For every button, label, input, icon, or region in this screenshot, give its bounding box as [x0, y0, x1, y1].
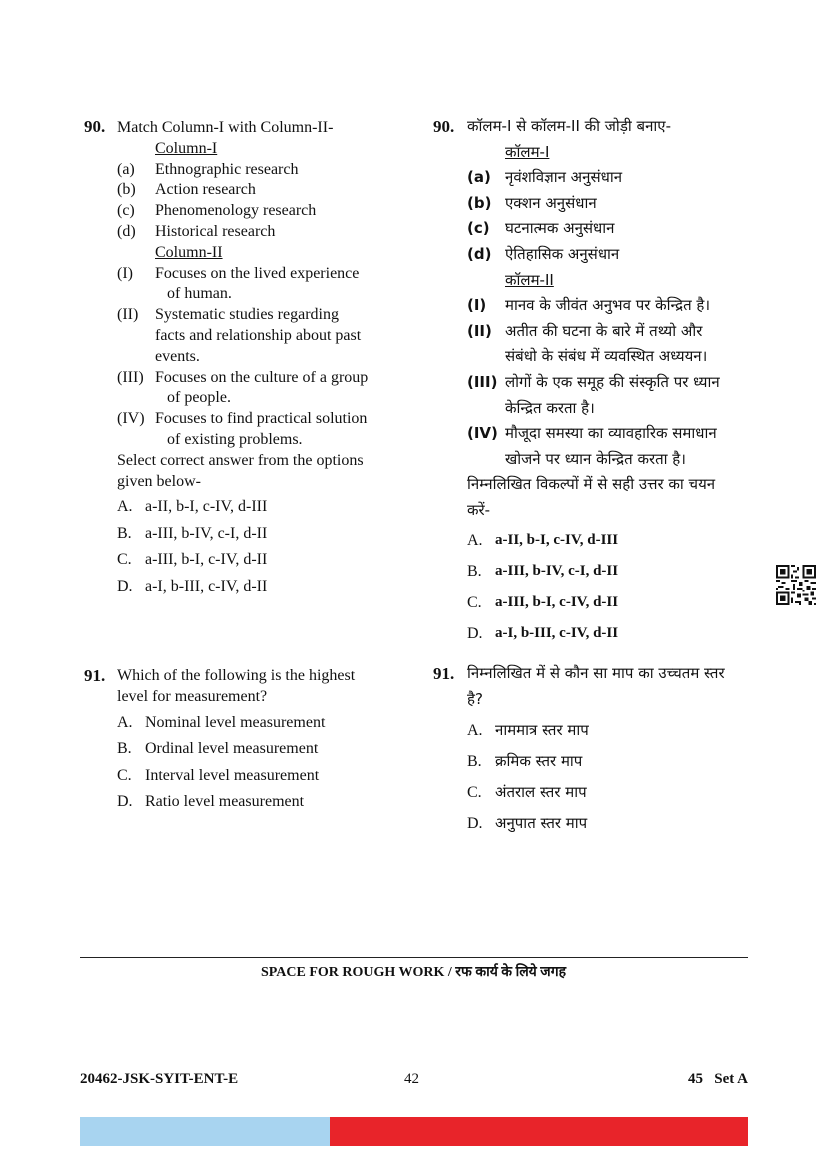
- q90-en-col1-item: [117, 201, 407, 222]
- option-text: a-III, b-I, c-IV, d-II: [495, 593, 619, 610]
- option-text: a-I, b-III, c-IV, d-II: [145, 577, 268, 595]
- rough-work-label: SPACE FOR ROUGH WORK / रफ कार्य के लिये जगह: [260, 965, 567, 980]
- q90-hi-col1-item: [467, 191, 757, 217]
- option-label: C.: [117, 766, 132, 784]
- q90-hi-prompt: कॉलम-I से कॉलम-II की जोड़ी बनाए-: [467, 117, 671, 135]
- q90-hi-col2-item: [467, 421, 757, 472]
- option-text: Interval level measurement: [145, 766, 320, 784]
- q90-en-col1-heading: Column-I: [155, 139, 218, 157]
- q90-hi-col1-item: [467, 165, 757, 191]
- option-text: अंतराल स्तर माप: [495, 783, 587, 802]
- q91-en-option: [117, 792, 407, 819]
- q90-hi-col2-item: [467, 319, 757, 370]
- item-label: (a): [117, 160, 135, 178]
- footer-code: 20462-JSK-SYIT-ENT-E: [80, 1071, 239, 1087]
- option-text: a-III, b-I, c-IV, d-II: [145, 551, 268, 569]
- item-text: Action research: [155, 181, 256, 199]
- option-text: a-III, b-IV, c-I, d-II: [145, 524, 268, 542]
- q91-hi-block: [467, 661, 757, 842]
- item-line: of human.: [167, 285, 232, 303]
- item-line: अतीत की घटना के बारे में तथ्यो और: [505, 321, 703, 340]
- q90-en-col1-item: [117, 180, 407, 201]
- q91-hi-prompt: है?: [467, 689, 483, 708]
- item-label: (IV): [467, 424, 498, 443]
- q90-hi-option: [467, 590, 757, 621]
- q90-hi-option: [467, 528, 757, 559]
- q91-en-prompt: level for measurement?: [117, 687, 268, 705]
- item-text: घटनात्मक अनुसंधान: [505, 219, 615, 238]
- option-label: C.: [467, 593, 482, 611]
- q90-hi-col1-item: [467, 216, 757, 242]
- item-text: Ethnographic research: [155, 160, 299, 178]
- item-line: of people.: [167, 389, 231, 407]
- item-text: ऐतिहासिक अनुसंधान: [505, 244, 620, 263]
- footer-bar-red: [330, 1117, 748, 1146]
- option-text: a-II, b-I, c-IV, d-III: [495, 531, 619, 548]
- option-label: D.: [117, 577, 133, 595]
- option-label: B.: [117, 524, 132, 542]
- q90-en-col2-heading: Column-II: [155, 243, 223, 261]
- item-line: लोगों के एक समूह की संस्कृति पर ध्यान: [505, 372, 720, 391]
- q90-en-col2-item: [117, 305, 407, 367]
- q90-hi-number: 90.: [433, 117, 455, 136]
- q91-en-option: [117, 766, 407, 793]
- option-text: Ordinal level measurement: [145, 740, 319, 758]
- option-label: A.: [117, 498, 133, 516]
- option-text: Ratio level measurement: [145, 793, 305, 811]
- item-line: Focuses on the culture of a group: [155, 368, 369, 386]
- q90-en-col2-item: [117, 368, 407, 410]
- option-text: क्रमिक स्तर माप: [495, 752, 583, 771]
- q91-en-number: 91.: [84, 666, 106, 685]
- option-text: Nominal level measurement: [145, 713, 326, 731]
- item-line: खोजने पर ध्यान केन्द्रित करता है।: [505, 449, 686, 468]
- q91-en-option: [117, 739, 407, 766]
- item-label: (I): [467, 296, 487, 315]
- item-label: (b): [467, 193, 492, 212]
- q90-hi-col2-heading: कॉलम-II: [505, 270, 554, 289]
- option-label: D.: [467, 815, 483, 833]
- item-line: मौजूदा समस्या का व्यावहारिक समाधान: [505, 424, 717, 443]
- item-label: (a): [467, 168, 491, 187]
- q90-en-col1-item: [117, 160, 407, 181]
- q90-hi-col1-heading: कॉलम-I: [505, 142, 550, 161]
- item-line: of existing problems.: [167, 430, 303, 448]
- q90-en-col1-item: [117, 222, 407, 243]
- option-label: C.: [467, 784, 482, 802]
- item-label: (I): [117, 264, 133, 282]
- q90-en-prompt: Match Column-I with Column-II-: [117, 119, 334, 136]
- q91-hi-option: [467, 780, 757, 811]
- q90-hi-col2-item: [467, 370, 757, 421]
- q90-hi-instruction: करें-: [467, 500, 491, 519]
- qr-code-icon: [776, 565, 816, 605]
- q90-en-option: [117, 497, 407, 524]
- item-line: Focuses to find practical solution: [155, 410, 368, 428]
- option-label: B.: [117, 740, 132, 758]
- item-line: मानव के जीवंत अनुभव पर केन्द्रित है।: [505, 296, 711, 315]
- footer-set: 45 Set A: [688, 1071, 748, 1087]
- q91-hi-prompt: निम्नलिखित में से कौन सा माप का उच्चतम स्तर: [467, 664, 725, 682]
- q91-en-prompt: Which of the following is the highest: [117, 667, 356, 684]
- q90-en-option: [117, 524, 407, 551]
- item-label: (II): [467, 321, 492, 340]
- option-text: a-I, b-III, c-IV, d-II: [495, 624, 619, 641]
- q90-en-instruction: given below-: [117, 472, 201, 490]
- q90-en-option: [117, 550, 407, 577]
- item-label: (d): [467, 244, 492, 263]
- option-text: नाममात्र स्तर माप: [495, 721, 589, 740]
- option-label: A.: [467, 531, 483, 549]
- q90-hi-instruction: निम्नलिखित विकल्पों में से सही उत्तर का चयन: [467, 475, 716, 494]
- item-label: (d): [117, 222, 136, 240]
- q91-en-option: [117, 713, 407, 740]
- item-text: Historical research: [155, 222, 276, 240]
- q91-en-block: [117, 666, 407, 819]
- item-label: (c): [117, 202, 135, 220]
- q90-hi-block: [467, 114, 757, 652]
- q90-en-block: [117, 118, 407, 603]
- option-text: a-III, b-IV, c-I, d-II: [495, 562, 619, 579]
- footer-bar-blue: [80, 1117, 330, 1146]
- q90-en-option: [117, 577, 407, 604]
- q90-hi-option: [467, 559, 757, 590]
- item-text: Phenomenology research: [155, 202, 317, 220]
- option-label: A.: [467, 722, 483, 740]
- q90-hi-col2-item: [467, 293, 757, 319]
- option-label: B.: [467, 753, 482, 771]
- q90-hi-option: [467, 621, 757, 652]
- item-line: events.: [155, 347, 200, 365]
- q91-hi-option: [467, 718, 757, 749]
- option-label: A.: [117, 713, 133, 731]
- footer-page-number: 42: [404, 1071, 419, 1087]
- q90-en-number: 90.: [84, 117, 106, 136]
- item-label: (c): [467, 219, 490, 238]
- q91-hi-option: [467, 811, 757, 842]
- option-label: B.: [467, 562, 482, 580]
- option-label: C.: [117, 551, 132, 569]
- item-line: केन्द्रित करता है।: [505, 398, 595, 417]
- item-label: (IV): [117, 410, 145, 428]
- option-label: D.: [117, 793, 133, 811]
- item-text: एक्शन अनुसंधान: [505, 193, 597, 212]
- item-line: संबंधो के संबंध में व्यवस्थित अध्ययन।: [505, 347, 708, 366]
- item-line: Focuses on the lived experience: [155, 264, 360, 282]
- q90-en-col2-item: [117, 409, 407, 451]
- item-label: (III): [467, 372, 498, 391]
- rough-work-divider: [80, 957, 748, 958]
- item-line: Systematic studies regarding: [155, 306, 339, 324]
- item-label: (b): [117, 181, 136, 199]
- item-label: (III): [117, 368, 144, 386]
- q90-en-instruction: Select correct answer from the options: [117, 451, 364, 469]
- option-label: D.: [467, 624, 483, 642]
- q91-hi-option: [467, 749, 757, 780]
- q91-hi-number: 91.: [433, 664, 455, 683]
- option-text: अनुपात स्तर माप: [495, 814, 588, 833]
- q90-hi-col1-item: [467, 242, 757, 268]
- item-line: facts and relationship about past: [155, 326, 362, 344]
- option-text: a-II, b-I, c-IV, d-III: [145, 498, 268, 516]
- item-label: (II): [117, 306, 139, 324]
- q90-en-col2-item: [117, 264, 407, 306]
- item-text: नृवंशविज्ञान अनुसंधान: [505, 168, 623, 187]
